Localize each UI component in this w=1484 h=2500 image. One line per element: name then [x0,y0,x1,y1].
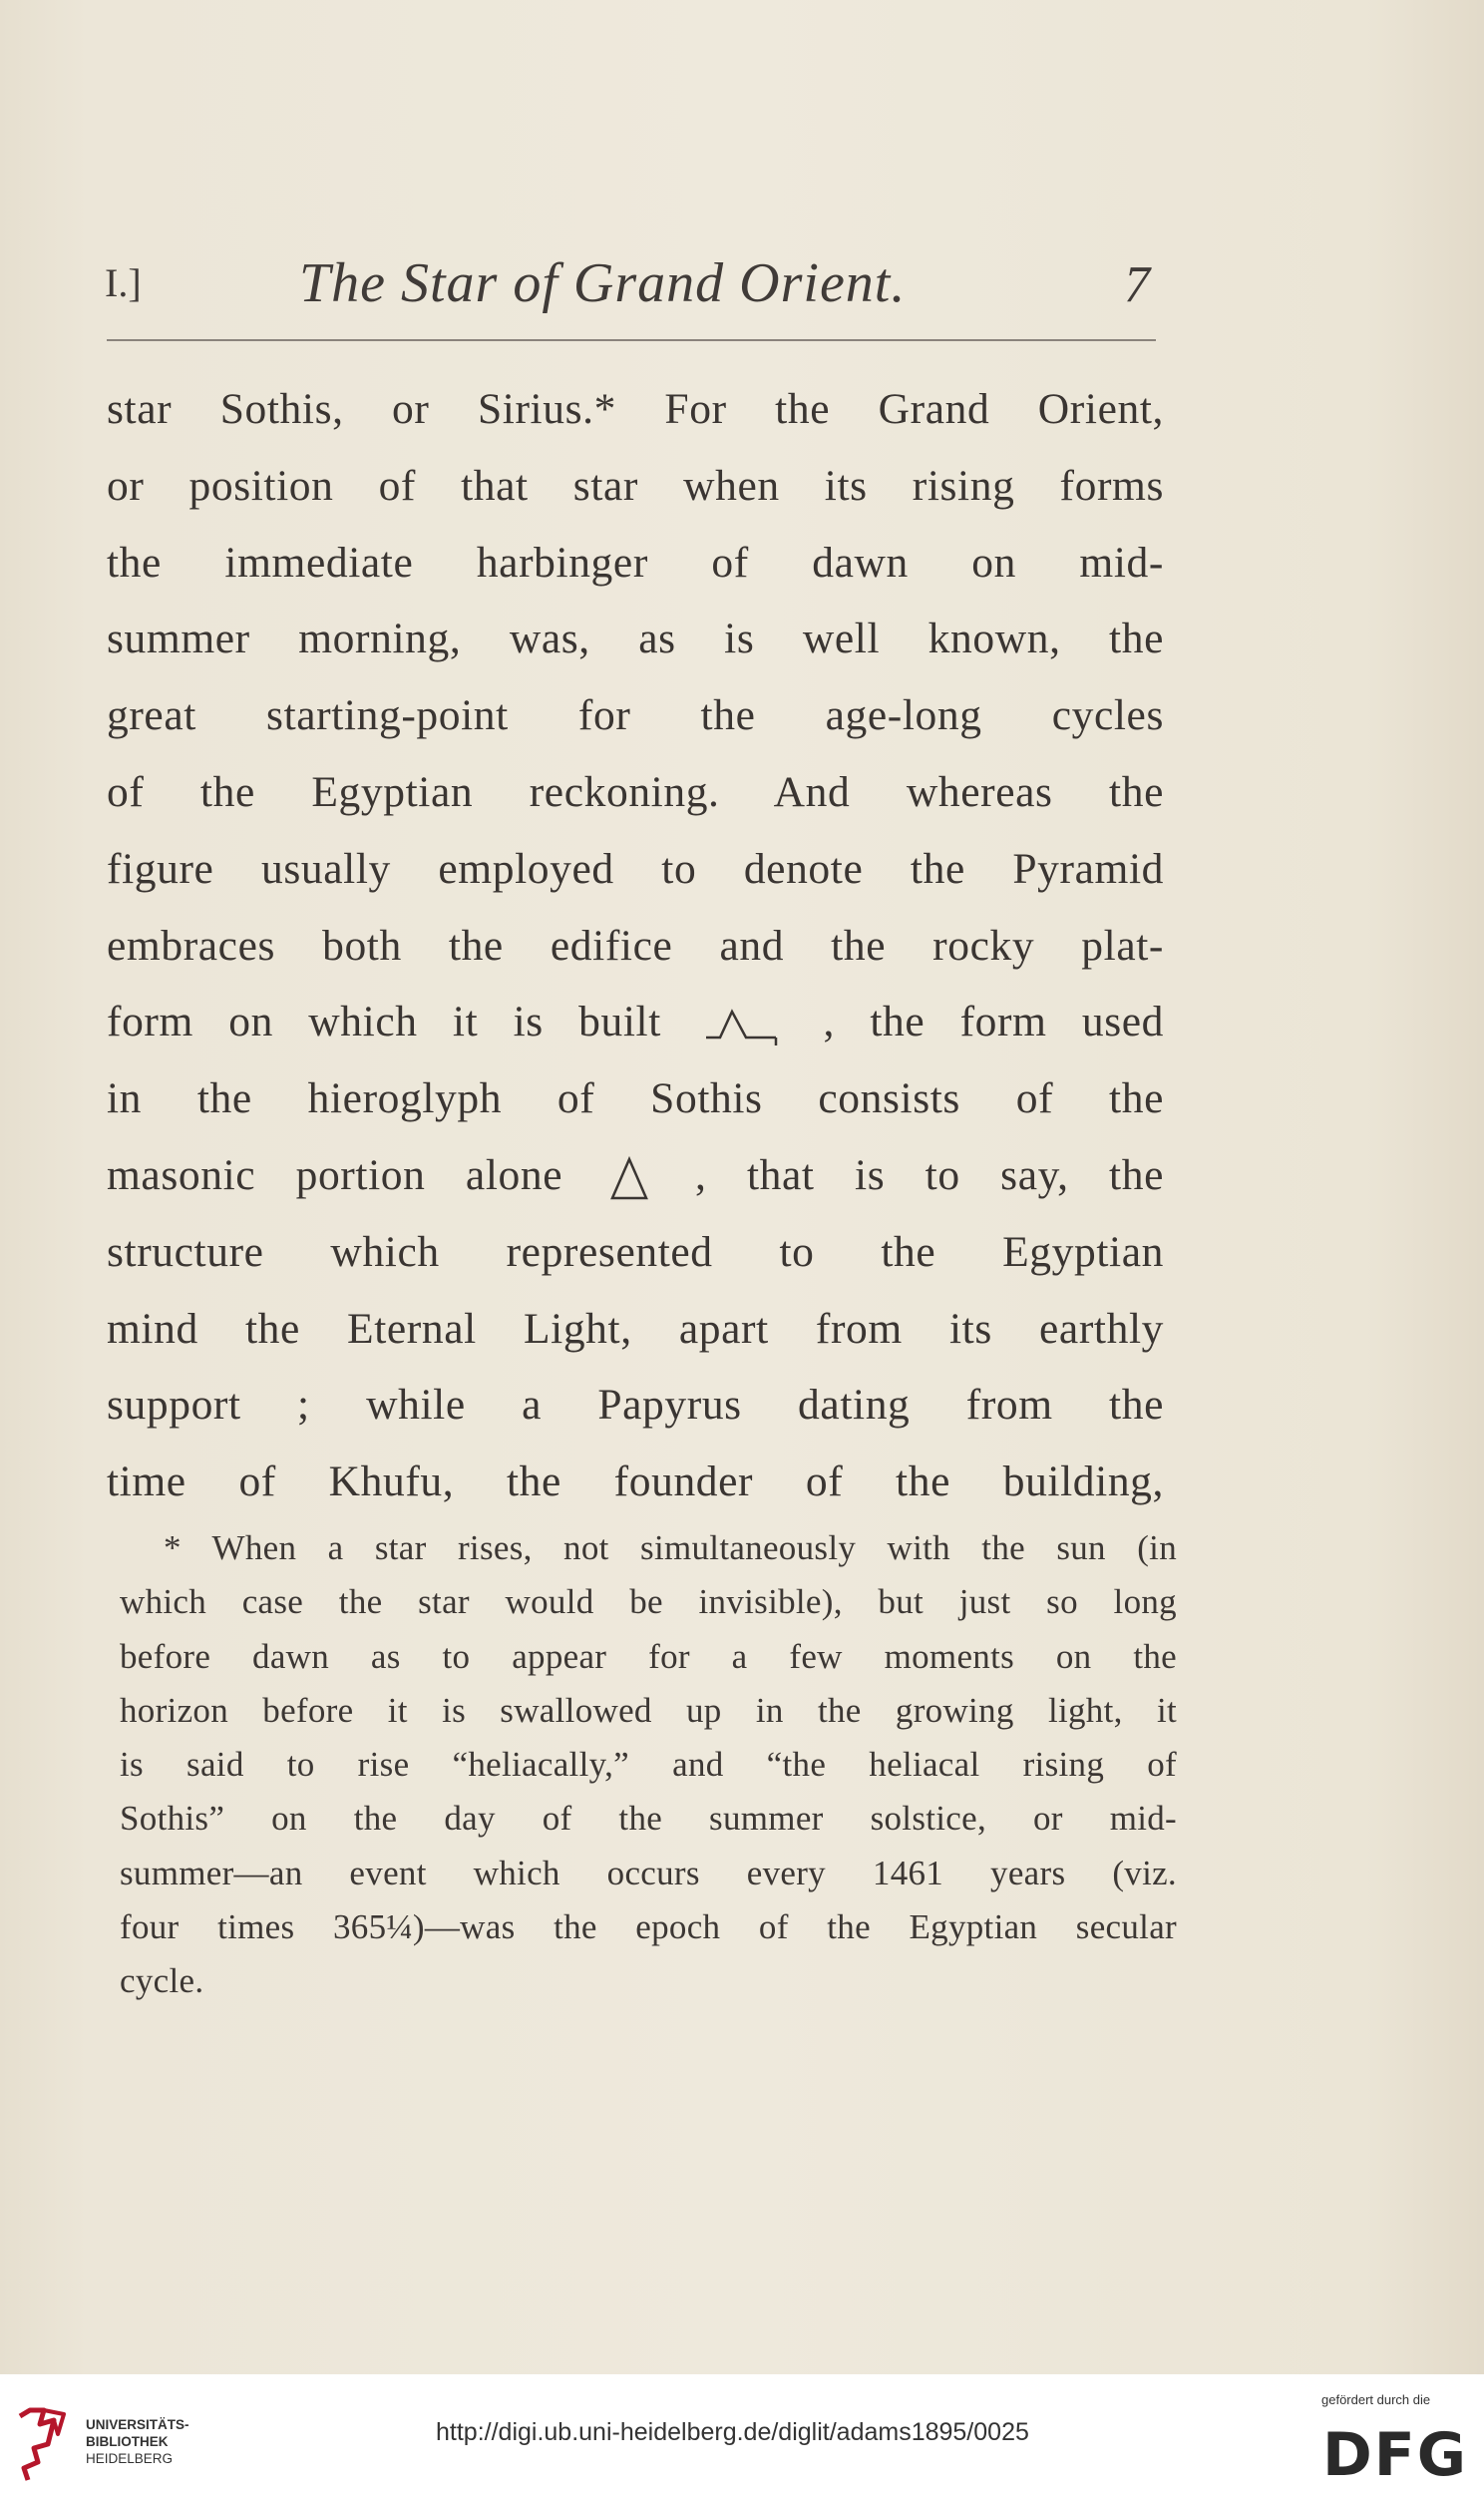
footnote-line: Sothis” on the day of the summer solstice, or mid- [120,1799,1177,1839]
footnote-line: summer—an event which occurs every 1461 years (viz. [120,1853,1177,1892]
text-line: or position of that star when its rising forms [107,461,1164,510]
text-line: star Sothis, or Sirius.* For the Grand Orient, [107,385,1164,433]
header-rule [107,339,1156,341]
text-line: summer morning, was, as is well known, the [107,615,1164,663]
text-line: embraces both the edifice and the rocky plat- [107,921,1164,970]
university-library-name [86,2416,189,2467]
chapter-number: I.] [105,260,142,305]
body-text [107,371,1164,1520]
text-line [107,1137,1164,1214]
university-library-logo-icon [14,2404,70,2484]
funding-label: gefördert durch die [1321,2392,1431,2407]
text-line [107,984,1164,1060]
footnote-line: cycle. [120,1961,204,2001]
text-line: figure usually employed to denote the Pyramid [107,844,1164,893]
permalink-url[interactable]: http://digi.ub.uni-heidelberg.de/diglit/adams1895/0025 [436,2418,1029,2446]
text-segment: , that is to say, the [695,1150,1164,1199]
footnote [120,1521,1177,2009]
footnote-line: before dawn as to appear for a few moments on the [120,1636,1177,1676]
running-title: The Star of Grand Orient. [299,252,907,314]
text-line: the immediate harbinger of dawn on mid- [107,538,1164,587]
text-segment: form on which it is built [107,998,661,1046]
library-name-line: UNIVERSITÄTS- [86,2417,189,2432]
dfg-logo: DFG [1322,2420,1469,2490]
library-name-line: BIBLIOTHEK [86,2434,169,2449]
text-line: structure which represented to the Egyptian [107,1227,1164,1276]
footnote-line: * When a star rises, not simultaneously with the sun (in [164,1528,1177,1567]
pyramid-glyph [609,1156,649,1202]
page-number: 7 [1124,256,1150,313]
pyramid-platform-glyph [702,1006,782,1045]
text-line: mind the Eternal Light, apart from its earthly [107,1304,1164,1353]
text-segment: , the form used [823,998,1165,1046]
footnote-line: four times 365¼)—was the epoch of the Egyptian secular [120,1907,1177,1947]
library-name-line: HEIDELBERG [86,2451,174,2466]
viewer-footer [0,2374,1484,2500]
text-line: great starting-point for the age-long cycles [107,691,1164,740]
text-line: support ; while a Papyrus dating from the [107,1381,1164,1430]
running-header [105,251,1162,321]
text-line: time of Khufu, the founder of the building, [107,1458,1164,1506]
footnote-line: is said to rise “heliacally,” and “the heliacal rising of [120,1745,1177,1785]
text-line: in the hieroglyph of Sothis consists of the [107,1074,1164,1123]
footnote-line: which case the star would be invisible), but just so long [120,1582,1177,1622]
text-segment: masonic portion alone [107,1150,563,1199]
text-line: of the Egyptian reckoning. And whereas the [107,767,1164,816]
footnote-line: horizon before it is swallowed up in the growing light, it [120,1690,1177,1730]
